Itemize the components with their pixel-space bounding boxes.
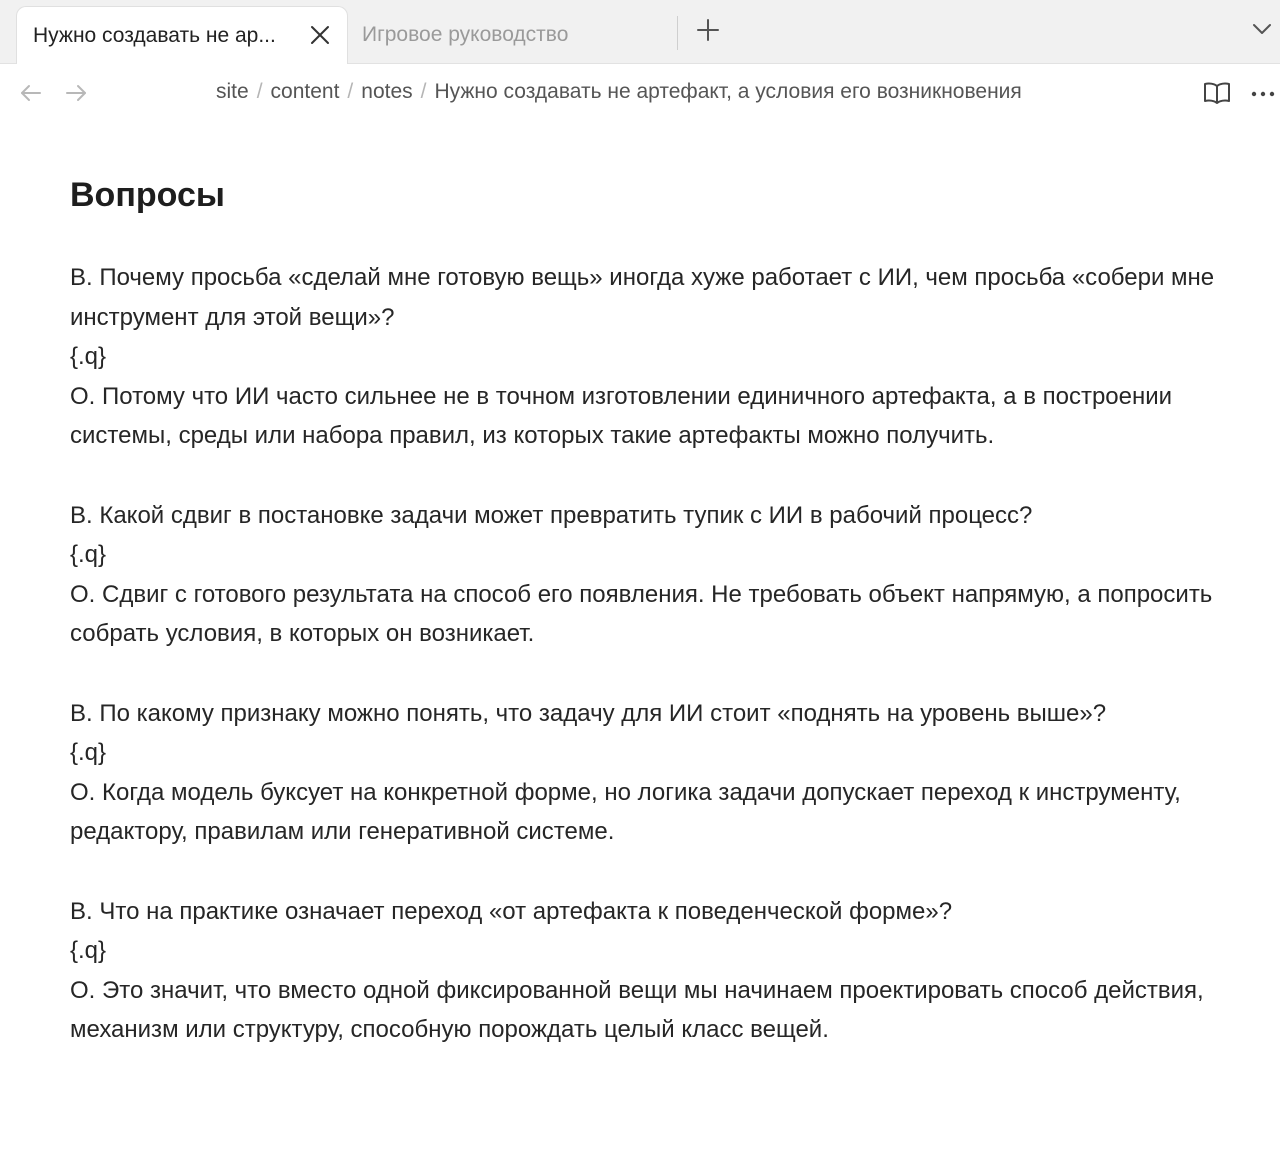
- breadcrumb-current[interactable]: Нужно создавать не артефакт, а условия его возникновения: [434, 80, 1022, 103]
- note-content: [70, 160, 1230, 1089]
- close-icon[interactable]: [309, 24, 331, 46]
- page-title: Вопросы: [70, 176, 225, 214]
- book-open-icon[interactable]: [1203, 80, 1231, 106]
- answer-text: О. Когда модель буксует на конкретной форме, но логика задачи допускает переход к инструменту, редактору, правилам или генеративной системе.: [70, 778, 1181, 846]
- answer-text: О. Это значит, что вместо одной фиксированной вещи мы начинаем проектировать способ действия, механизм или структуру, способную порождать целый класс вещей.: [70, 976, 1204, 1044]
- breadcrumb-separator: /: [256, 80, 263, 103]
- arrow-right-icon[interactable]: [64, 81, 88, 105]
- question-marker: {.q}: [70, 739, 107, 767]
- breadcrumb-item[interactable]: notes: [361, 80, 413, 103]
- question-text: В. Какой сдвиг в постановке задачи может превратить тупик с ИИ в рабочий процесс?: [70, 501, 1033, 529]
- answer-text: О. Сдвиг с готового результата на способ его появления. Не требовать объект напрямую, а попросить собрать условия, в которых он возникает.: [70, 580, 1213, 648]
- question-text: В. Что на практике означает переход «от артефакта к поведенческой форме»?: [70, 897, 953, 925]
- tab-active[interactable]: [16, 6, 348, 64]
- navigation-bar: [0, 64, 1280, 122]
- question-marker: {.q}: [70, 937, 107, 965]
- qa-block: [70, 258, 1230, 456]
- question-marker: {.q}: [70, 541, 107, 569]
- answer-text: О. Потому что ИИ часто сильнее не в точном изготовлении единичного артефакта, а в построении системы, среды или набора правил, из которых такие артефакты можно получить.: [70, 382, 1173, 450]
- breadcrumb-separator: /: [420, 80, 427, 103]
- chevron-down-icon[interactable]: [1251, 21, 1273, 37]
- tab-divider: [677, 16, 678, 50]
- breadcrumb-separator: /: [347, 80, 354, 103]
- more-horizontal-icon[interactable]: [1251, 90, 1275, 98]
- question-text: В. Почему просьба «сделай мне готовую вещь» иногда хуже работает с ИИ, чем просьба «собери мне инструмент для этой вещи»?: [70, 264, 1215, 331]
- tab-inactive-label: Игровое руководство: [362, 23, 569, 46]
- qa-block: [70, 892, 1230, 1050]
- question-marker: {.q}: [70, 343, 107, 371]
- question-text: В. По какому признаку можно понять, что задачу для ИИ стоит «поднять на уровень выше»?: [70, 699, 1107, 727]
- qa-block: [70, 694, 1230, 852]
- breadcrumb-item[interactable]: content: [270, 80, 340, 103]
- breadcrumb: [216, 80, 1022, 104]
- tab-inactive[interactable]: [362, 6, 568, 64]
- breadcrumb-item[interactable]: site: [216, 80, 249, 103]
- qa-block: [70, 496, 1230, 654]
- tab-bar: [0, 0, 1280, 64]
- arrow-left-icon[interactable]: [19, 81, 43, 105]
- tab-active-label: Нужно создавать не ар...: [33, 23, 276, 47]
- plus-icon[interactable]: [696, 18, 720, 42]
